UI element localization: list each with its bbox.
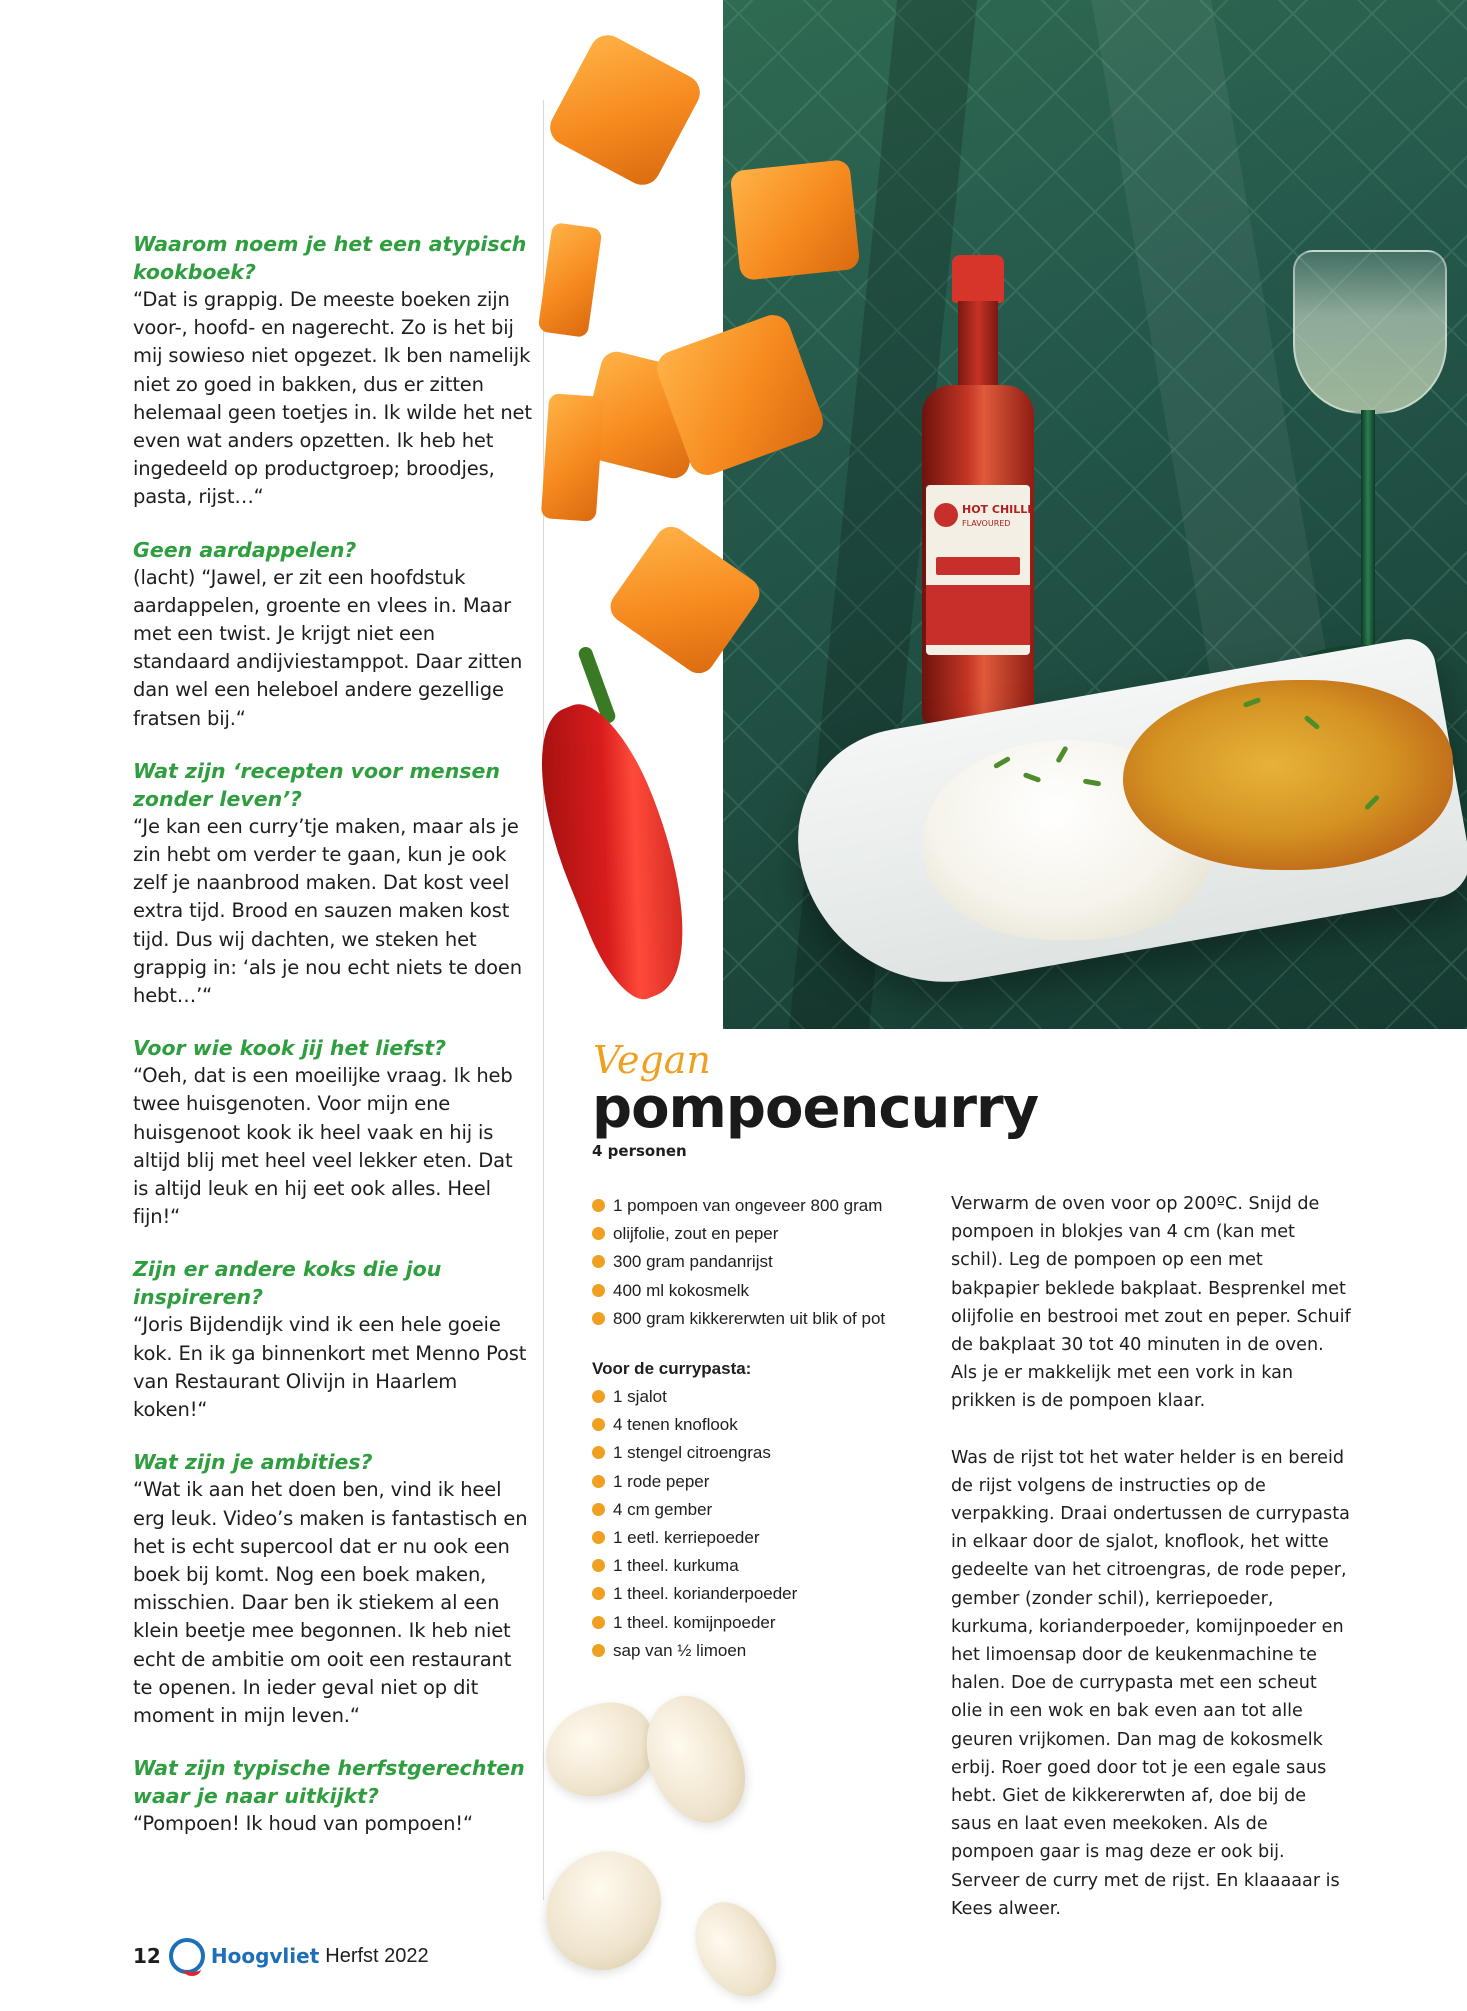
list-item: 1 theel. korianderpoeder: [592, 1580, 922, 1608]
recipe-method: [951, 1190, 1351, 1951]
page-footer: [133, 1938, 429, 1974]
brand-name: Hoogvliet: [210, 1944, 320, 1968]
orange-dot-icon: [592, 1616, 605, 1629]
list-item: 300 gram pandanrijst: [592, 1248, 922, 1276]
garlic-clove: [535, 1692, 665, 1807]
label-stripe: [926, 585, 1030, 645]
list-item: 1 theel. kurkuma: [592, 1552, 922, 1580]
orange-dot-icon: [592, 1390, 605, 1403]
chilli-oil-bottle: [918, 255, 1038, 725]
answer: “Oeh, dat is een moeilijke vraag. Ik heb twee huisgenoten. Voor mijn ene huisgenoot kook ik heel vaak en hij is altijd blij met heel veel lekker eten. Dat is altijd leuk en hij eet ook alles. Heel fijn!“: [133, 1064, 513, 1229]
garlic-clove: [627, 1682, 764, 1838]
orange-dot-icon: [592, 1284, 605, 1297]
list-item: 400 ml kokosmelk: [592, 1277, 922, 1305]
orange-dot-icon: [592, 1644, 605, 1657]
list-item: olijfolie, zout en peper: [592, 1220, 922, 1248]
orange-dot-icon: [592, 1446, 605, 1459]
label-chinese-text: [936, 557, 1020, 575]
list-item: 1 eetl. kerriepoeder: [592, 1524, 922, 1552]
orange-dot-icon: [592, 1227, 605, 1240]
qa-block: [133, 1448, 533, 1730]
list-item: 1 stengel citroengras: [592, 1439, 922, 1467]
orange-dot-icon: [592, 1475, 605, 1488]
answer: (lacht) “Jawel, er zit een hoofdstuk aardappelen, groente en vlees in. Maar met een twist. Je krijgt niet een standaard andijviestamppot. Daar zitten dan wel een heleboel andere gezellige fratsen bij.“: [133, 565, 523, 730]
qa-block: [133, 1754, 533, 1838]
qa-block: [133, 1034, 533, 1231]
bottle-cap: [952, 255, 1004, 303]
orange-dot-icon: [592, 1312, 605, 1325]
page-number: 12: [133, 1944, 161, 1968]
list-item: 1 rode peper: [592, 1468, 922, 1496]
currypasta-heading: Voor de currypasta:: [592, 1359, 752, 1379]
label-text-line1: HOT CHILLI: [962, 503, 1032, 516]
list-item: 800 gram kikkererwten uit blik of pot: [592, 1305, 922, 1333]
red-chili: [508, 690, 722, 1009]
question: Zijn er andere koks die jou inspireren?: [133, 1257, 442, 1310]
column-divider: [543, 100, 544, 1900]
recipe-serves: 4 personen: [592, 1142, 687, 1160]
list-item: 1 theel. komijnpoeder: [592, 1609, 922, 1637]
glass-bowl: [1293, 250, 1447, 414]
pumpkin-cube: [541, 393, 605, 522]
issue-label: Herfst 2022: [325, 1944, 429, 1967]
question: Voor wie kook jij het liefst?: [133, 1036, 447, 1061]
list-item: 4 tenen knoflook: [592, 1411, 922, 1439]
answer: “Dat is grappig. De meeste boeken zijn voor-, hoofd- en nagerecht. Zo is het bij mij sowieso niet opgezet. Ik ben namelijk niet zo goed in bakken, dus er zitten helemaal geen toetjes in. Ik wilde het net even wat anders opzetten. Ik heb het ingedeeld op productgroep; broodjes, pasta, rijst…“: [133, 288, 532, 509]
orange-dot-icon: [592, 1587, 605, 1600]
list-item: 4 cm gember: [592, 1496, 922, 1524]
answer: “Pompoen! Ik houd van pompoen!“: [133, 1812, 473, 1836]
list-item: 1 sjalot: [592, 1383, 922, 1411]
recipe-title: pompoencurry: [592, 1076, 1039, 1141]
answer: “Je kan een curry’tje maken, maar als je zin hebt om verder te gaan, kun je ook zelf je naanbrood maken. Dat kost veel extra tijd. Brood en sauzen maken kost tijd. Dus wij dachten, we steken het grappig in: ‘als je nou echt niets te doen hebt…’“: [133, 814, 522, 1008]
garlic-clove: [678, 1889, 793, 2011]
question: Wat zijn je ambities?: [133, 1450, 373, 1475]
ingredient-list: [592, 1192, 922, 1665]
method-step: Verwarm de oven voor op 200ºC. Snijd de pompoen in blokjes van 4 cm (kan met schil). Leg de pompoen op een met bakpapier beklede bakplaat. Besprenkel met olijfolie en bestrooi met zout en peper. Schuif de bakplaat 30 tot 40 minuten in de oven. Als je er makkelijk met een vork in kan prikken is de pompoen klaar.: [951, 1194, 1351, 1412]
method-step: Was de rijst tot het water helder is en bereid de rijst volgens de instructies op de verpakking. Draai ondertussen de currypasta in elkaar door de sjalot, knoflook, het witte gedeelte van het citroengras, de rode peper, gember (zonder schil), kerriepoeder, kurkuma, korianderpoeder, komijnpoeder en het limoensap door de keukenmachine te halen. Doe de currypasta met een scheut olie in een wok en bak even aan tot alle geuren vrijkomen. Dan mag de kokosmelk erbij. Roer goed door tot je een egale saus hebt. Giet de kikkererwten af, doe bij de saus en laat even meekoken. Als de pompoen gaar is mag deze er ook bij. Serveer de curry met de rijst. En klaaaaar is Kees alweer.: [951, 1447, 1350, 1919]
hoogvliet-logo-icon: [169, 1938, 205, 1974]
list-item: 1 pompoen van ongeveer 800 gram: [592, 1192, 922, 1220]
garlic-clove: [531, 1835, 675, 1985]
glass-stem: [1361, 410, 1375, 650]
recipe-kicker: Vegan: [593, 1038, 711, 1082]
orange-dot-icon: [592, 1255, 605, 1268]
bottle-label: [926, 485, 1030, 655]
qa-block: [133, 757, 533, 1010]
orange-dot-icon: [592, 1199, 605, 1212]
question: Geen aardappelen?: [133, 537, 357, 562]
orange-dot-icon: [592, 1559, 605, 1572]
qa-block: [133, 536, 533, 733]
question: Wat zijn typische herfstgerechten waar je naar uitkijkt?: [133, 1756, 525, 1809]
qa-block: [133, 230, 533, 512]
question: Wat zijn ‘recepten voor mensen zonder leven’?: [133, 758, 501, 811]
list-item: sap van ½ limoen: [592, 1637, 922, 1665]
pumpkin-cube: [730, 159, 861, 281]
orange-dot-icon: [592, 1503, 605, 1516]
pumpkin-curry: [1123, 680, 1453, 870]
bottle-neck: [958, 301, 998, 391]
curry-photo: [723, 0, 1467, 1029]
orange-dot-icon: [592, 1418, 605, 1431]
answer: “Joris Bijdendijk vind ik een hele goeie kok. En ik ga binnenkort met Menno Post van Restaurant Olivijn in Haarlem koken!“: [133, 1313, 527, 1422]
interview-column: [133, 230, 533, 1862]
pumpkin-cube: [538, 222, 603, 338]
qa-block: [133, 1255, 533, 1424]
question: Waarom noem je het een atypisch kookboek?: [133, 232, 527, 284]
answer: “Wat ik aan het doen ben, vind ik heel erg leuk. Video’s maken is fantastisch en het is echt supercool dat er nu ook een boek bij komt. Nog een boek maken, misschien. Daar ben ik stiekem al een klein beetje mee begonnen. Ik heb niet echt de ambitie om ooit een restaurant te openen. In ieder geval niet op dit moment in mijn leven.“: [133, 1478, 528, 1727]
orange-dot-icon: [592, 1531, 605, 1544]
label-text-line2: FLAVOURED: [962, 519, 1011, 528]
pumpkin-cube: [544, 29, 706, 191]
